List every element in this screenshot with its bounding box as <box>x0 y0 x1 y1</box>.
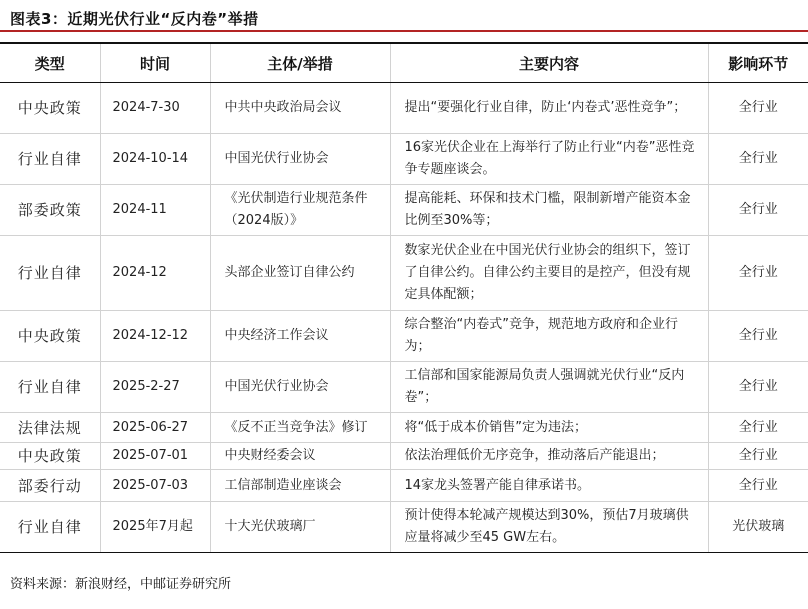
cell-content: 工信部和国家能源局负责人强调就光伏行业“反内卷”； <box>390 362 708 413</box>
cell-time: 2025-06-27 <box>100 413 210 443</box>
cell-time: 2025-2-27 <box>100 362 210 413</box>
cell-type: 部委行动 <box>0 470 100 502</box>
cell-subject: 《光伏制造行业规范条件（2024版）》 <box>210 185 390 236</box>
cell-subject: 工信部制造业座谈会 <box>210 470 390 502</box>
cell-type: 行业自律 <box>0 134 100 185</box>
cell-time: 2025-07-01 <box>100 443 210 470</box>
cell-impact: 全行业 <box>708 185 808 236</box>
cell-impact: 光伏玻璃 <box>708 502 808 553</box>
measures-table <box>0 42 808 553</box>
cell-type: 行业自律 <box>0 236 100 311</box>
cell-content: 预计使得本轮减产规模达到30%，预估7月玻璃供应量将减少至45 GW左右。 <box>390 502 708 553</box>
header-subject: 主体/举措 <box>210 43 390 83</box>
cell-subject: 头部企业签订自律公约 <box>210 236 390 311</box>
table-row <box>0 83 808 134</box>
cell-time: 2024-12 <box>100 236 210 311</box>
cell-subject: 中央经济工作会议 <box>210 311 390 362</box>
source-note: 资料来源：新浪财经，中邮证券研究所 <box>10 577 232 592</box>
cell-impact: 全行业 <box>708 470 808 502</box>
cell-impact: 全行业 <box>708 362 808 413</box>
cell-impact: 全行业 <box>708 443 808 470</box>
table-row <box>0 470 808 502</box>
cell-time: 2024-11 <box>100 185 210 236</box>
title-rule-divider <box>0 30 808 32</box>
cell-impact: 全行业 <box>708 236 808 311</box>
cell-subject: 十大光伏玻璃厂 <box>210 502 390 553</box>
cell-time: 2025-07-03 <box>100 470 210 502</box>
cell-impact: 全行业 <box>708 413 808 443</box>
figure-title: 图表3：近期光伏行业“反内卷”举措 <box>10 10 259 28</box>
cell-content: 提高能耗、环保和技术门槛，限制新增产能资本金比例至30%等； <box>390 185 708 236</box>
cell-impact: 全行业 <box>708 134 808 185</box>
header-type: 类型 <box>0 43 100 83</box>
table-row <box>0 362 808 413</box>
cell-type: 中央政策 <box>0 443 100 470</box>
cell-content: 数家光伏企业在中国光伏行业协会的组织下，签订了自律公约。自律公约主要目的是控产，但没有规定具体配额； <box>390 236 708 311</box>
header-row <box>0 43 808 83</box>
cell-type: 部委政策 <box>0 185 100 236</box>
header-content: 主要内容 <box>390 43 708 83</box>
cell-content: 综合整治“内卷式”竞争，规范地方政府和企业行为； <box>390 311 708 362</box>
table-row <box>0 413 808 443</box>
table-row <box>0 443 808 470</box>
cell-content: 14家龙头签署产能自律承诺书。 <box>390 470 708 502</box>
table-row <box>0 134 808 185</box>
cell-time: 2025年7月起 <box>100 502 210 553</box>
cell-time: 2024-10-14 <box>100 134 210 185</box>
cell-subject: 中央财经委会议 <box>210 443 390 470</box>
cell-time: 2024-12-12 <box>100 311 210 362</box>
cell-subject: 《反不正当竞争法》修订 <box>210 413 390 443</box>
table-row <box>0 185 808 236</box>
cell-type: 中央政策 <box>0 83 100 134</box>
cell-type: 行业自律 <box>0 362 100 413</box>
cell-subject: 中共中央政治局会议 <box>210 83 390 134</box>
cell-subject: 中国光伏行业协会 <box>210 362 390 413</box>
cell-content: 提出“要强化行业自律，防止‘内卷式’恶性竞争”； <box>390 83 708 134</box>
cell-impact: 全行业 <box>708 83 808 134</box>
table-row <box>0 502 808 553</box>
cell-subject: 中国光伏行业协会 <box>210 134 390 185</box>
cell-type: 行业自律 <box>0 502 100 553</box>
cell-impact: 全行业 <box>708 311 808 362</box>
table-row <box>0 311 808 362</box>
cell-type: 法律法规 <box>0 413 100 443</box>
cell-time: 2024-7-30 <box>100 83 210 134</box>
cell-content: 依法治理低价无序竞争，推动落后产能退出； <box>390 443 708 470</box>
cell-type: 中央政策 <box>0 311 100 362</box>
cell-content: 将“低于成本价销售”定为违法； <box>390 413 708 443</box>
header-impact: 影响环节 <box>708 43 808 83</box>
cell-content: 16家光伏企业在上海举行了防止行业“内卷”恶性竞争专题座谈会。 <box>390 134 708 185</box>
header-time: 时间 <box>100 43 210 83</box>
table-row <box>0 236 808 311</box>
